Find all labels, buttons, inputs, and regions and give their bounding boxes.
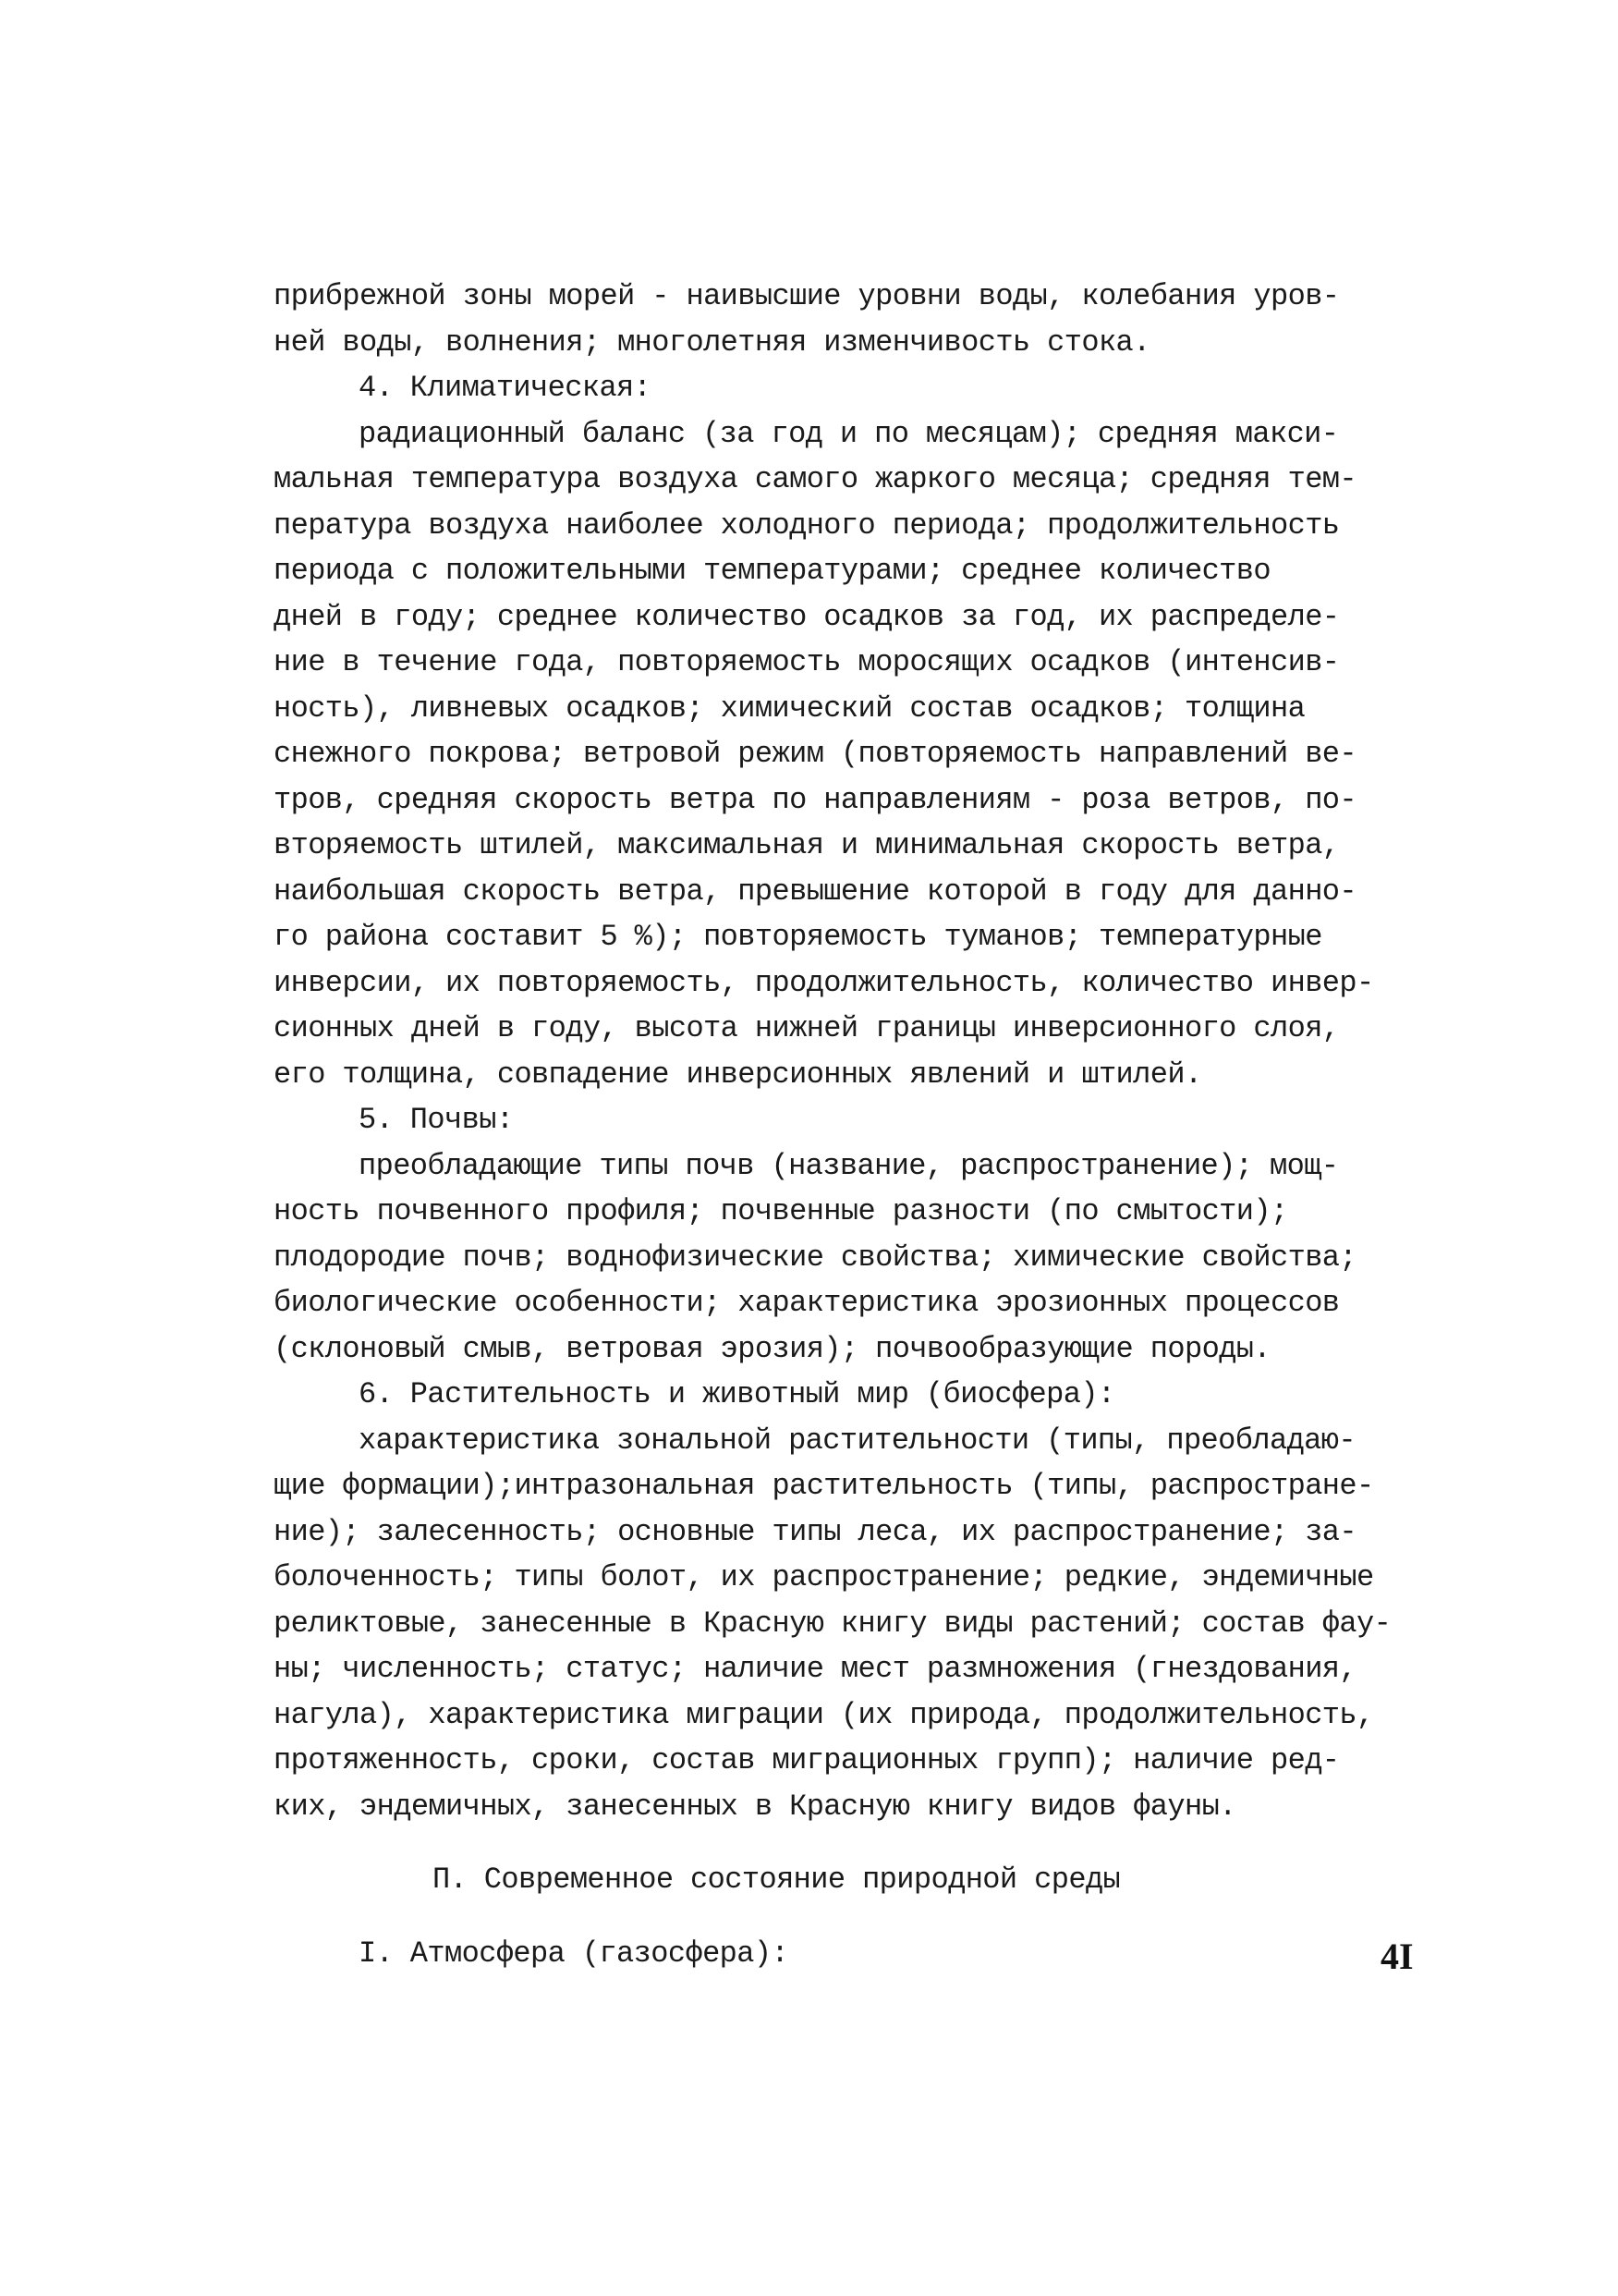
text-line: плодородие почв; воднофизические свойства; химические свойства; — [274, 1240, 1356, 1275]
section-heading-climate: 4. Климатическая: — [359, 371, 651, 405]
text-line: протяженность, сроки, состав миграционных групп); наличие ред- — [274, 1743, 1340, 1777]
text-line: его толщина, совпадение инверсионных явлений и штилей. — [274, 1056, 1202, 1092]
text-line: периода с положительными температурами; среднее количество — [274, 554, 1271, 588]
text-line: (склоновый смыв, ветровая эрозия); почвообразующие породы. — [274, 1331, 1271, 1366]
text-line: нагула), характеристика миграции (их природа, продолжительность, — [274, 1697, 1374, 1732]
text-line: го района составит 5 %); повторяемость туманов; температурные — [274, 920, 1322, 954]
text-line: прибрежной зоны морей - наивысшие уровни воды, колебания уров- — [274, 279, 1340, 313]
text-line: пература воздуха наиболее холодного периода; продолжительность — [274, 507, 1340, 543]
text-line: сионных дней в году, высота нижней границы инверсионного слоя, — [274, 1011, 1340, 1045]
text-line: ность), ливневых осадков; химический состав осадков; толщина — [274, 690, 1306, 726]
spacer — [274, 1829, 1438, 1857]
spacer — [274, 1903, 1438, 1931]
part-heading: П. Современное состояние природной среды — [432, 1862, 1121, 1897]
text-line: преобладающие типы почв (название, распространение); мощ- — [359, 1148, 1339, 1183]
text-line: тров, средняя скорость ветра по направлениям - роза ветров, по- — [274, 782, 1356, 817]
section-heading-soils: 5. Почвы: — [359, 1103, 514, 1137]
text-line: мальная температура воздуха самого жаркого месяца; средняя тем- — [274, 462, 1356, 496]
text-line: инверсии, их повторяемость, продолжительность, количество инвер- — [274, 965, 1374, 1000]
text-line: ны; численность; статус; наличие мест размножения (гнездования, — [274, 1652, 1356, 1686]
text-line: снежного покрова; ветровой режим (повторяемость направлений ве- — [274, 737, 1356, 771]
text-line: ких, эндемичных, занесенных в Красную книгу видов фауны. — [274, 1789, 1236, 1824]
text-line: ние в течение года, повторяемость моросящих осадков (интенсив- — [274, 645, 1340, 679]
text-line: биологические особенности; характеристика эрозионных процессов — [274, 1286, 1340, 1320]
subsection-heading-atmosphere: I. Атмосфера (газосфера): — [359, 1936, 789, 1971]
text-line: дней в году; среднее количество осадков за год, их распределе- — [274, 599, 1340, 634]
text-line: наибольшая скорость ветра, превышение которой в году для данно- — [274, 873, 1356, 909]
text-line: радиационный баланс (за год и по месяцам); средняя макси- — [359, 416, 1339, 451]
text-line: ней воды, волнения; многолетняя изменчивость стока. — [274, 324, 1150, 360]
body-text — [274, 274, 1438, 1976]
text-line: ность почвенного профиля; почвенные разности (по смытости); — [274, 1194, 1288, 1228]
page-number: 4I — [1381, 1936, 1414, 1977]
text-line: характеристика зональной растительности (типы, преобладаю- — [359, 1423, 1356, 1458]
text-line: щие формации);интразональная растительность (типы, распростране- — [274, 1469, 1374, 1503]
text-line: вторяемость штилей, максимальная и минимальная скорость ветра, — [274, 828, 1340, 862]
text-line: реликтовые, занесенные в Красную книгу виды растений; состав фау- — [274, 1606, 1392, 1641]
text-line: болоченность; типы болот, их распространение; редкие, эндемичные — [274, 1560, 1374, 1594]
text-line: ние); залесенность; основные типы леса, их распространение; за- — [274, 1514, 1356, 1549]
section-heading-biosphere: 6. Растительность и животный мир (биосфера): — [359, 1377, 1115, 1411]
